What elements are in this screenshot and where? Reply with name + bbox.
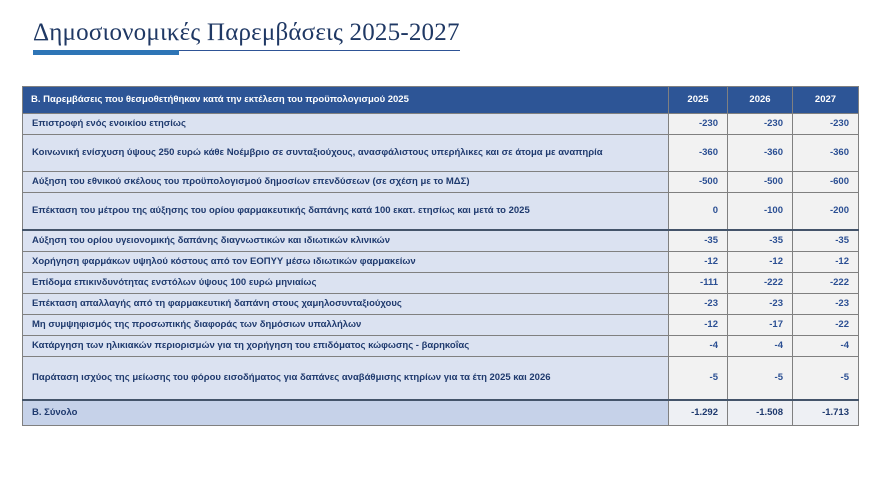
row-value-2027: -5 xyxy=(793,357,859,401)
table-row xyxy=(23,357,859,401)
column-header-2026: 2026 xyxy=(728,87,793,114)
total-value-2026: -1.508 xyxy=(728,400,793,426)
table-row xyxy=(23,294,859,315)
row-value-2027: -600 xyxy=(793,172,859,193)
page-title: Δημοσιονομικές Παρεμβάσεις 2025-2027 xyxy=(33,18,460,51)
row-value-2026: -35 xyxy=(728,230,793,252)
row-value-2026: -500 xyxy=(728,172,793,193)
row-value-2025: -230 xyxy=(669,114,728,135)
row-label: Επέκταση απαλλαγής από τη φαρμακευτική δαπάνη στους χαμηλοσυνταξιούχους xyxy=(23,294,669,315)
fiscal-interventions-table xyxy=(22,86,859,426)
row-value-2026: -230 xyxy=(728,114,793,135)
column-header-2025: 2025 xyxy=(669,87,728,114)
total-value-2025: -1.292 xyxy=(669,400,728,426)
row-value-2025: -360 xyxy=(669,135,728,172)
table-header-row xyxy=(23,87,859,114)
row-label: Επέκταση του μέτρου της αύξησης του ορίου φαρμακευτικής δαπάνης κατά 100 εκατ. ετησίως και μετά το 2025 xyxy=(23,193,669,231)
row-value-2025: -5 xyxy=(669,357,728,401)
table-row xyxy=(23,252,859,273)
row-value-2026: -17 xyxy=(728,315,793,336)
table-row xyxy=(23,336,859,357)
row-value-2025: -4 xyxy=(669,336,728,357)
row-value-2025: 0 xyxy=(669,193,728,231)
row-label: Επίδομα επικινδυνότητας ενστόλων ύψους 100 ευρώ μηνιαίως xyxy=(23,273,669,294)
row-value-2027: -12 xyxy=(793,252,859,273)
row-label: Παράταση ισχύος της μείωσης του φόρου εισοδήματος για δαπάνες αναβάθμισης κτηρίων για τα έτη 2025 και 2026 xyxy=(23,357,669,401)
row-value-2026: -5 xyxy=(728,357,793,401)
row-value-2026: -222 xyxy=(728,273,793,294)
row-value-2026: -12 xyxy=(728,252,793,273)
row-label: Αύξηση του εθνικού σκέλους του προϋπολογισμού δημοσίων επενδύσεων (σε σχέση με το ΜΔΣ) xyxy=(23,172,669,193)
fiscal-interventions-table-wrapper xyxy=(22,86,858,426)
row-value-2027: -222 xyxy=(793,273,859,294)
row-label: Μη συμψηφισμός της προσωπικής διαφοράς των δημόσιων υπαλλήλων xyxy=(23,315,669,336)
row-label: Επιστροφή ενός ενοικίου ετησίως xyxy=(23,114,669,135)
total-label: Β. Σύνολο xyxy=(23,400,669,426)
row-value-2025: -35 xyxy=(669,230,728,252)
row-value-2025: -500 xyxy=(669,172,728,193)
row-value-2025: -12 xyxy=(669,252,728,273)
row-label: Αύξηση του ορίου υγειονομικής δαπάνης διαγνωστικών και ιδιωτικών κλινικών xyxy=(23,230,669,252)
row-value-2026: -360 xyxy=(728,135,793,172)
row-value-2027: -35 xyxy=(793,230,859,252)
row-value-2027: -22 xyxy=(793,315,859,336)
row-value-2026: -100 xyxy=(728,193,793,231)
row-value-2027: -23 xyxy=(793,294,859,315)
table-row xyxy=(23,273,859,294)
column-header-2027: 2027 xyxy=(793,87,859,114)
row-value-2025: -12 xyxy=(669,315,728,336)
table-total-row xyxy=(23,400,859,426)
table-row xyxy=(23,230,859,252)
row-label: Χορήγηση φαρμάκων υψηλού κόστους από τον ΕΟΠΥΥ μέσω ιδιωτικών φαρμακείων xyxy=(23,252,669,273)
title-block xyxy=(33,18,460,51)
row-label: Κοινωνική ενίσχυση ύψους 250 ευρώ κάθε Νοέμβριο σε συνταξιούχους, ανασφάλιστους υπερήλικες και σε άτομα με αναπηρία xyxy=(23,135,669,172)
row-value-2025: -23 xyxy=(669,294,728,315)
row-value-2027: -4 xyxy=(793,336,859,357)
row-value-2026: -23 xyxy=(728,294,793,315)
total-value-2027: -1.713 xyxy=(793,400,859,426)
title-accent-rule xyxy=(33,50,179,55)
table-row xyxy=(23,172,859,193)
table-body xyxy=(23,114,859,426)
row-value-2026: -4 xyxy=(728,336,793,357)
row-value-2025: -111 xyxy=(669,273,728,294)
table-row xyxy=(23,193,859,231)
table-head xyxy=(23,87,859,114)
row-value-2027: -200 xyxy=(793,193,859,231)
row-value-2027: -230 xyxy=(793,114,859,135)
table-row xyxy=(23,135,859,172)
column-header-measure: Β. Παρεμβάσεις που θεσμοθετήθηκαν κατά την εκτέλεση του προϋπολογισμού 2025 xyxy=(23,87,669,114)
row-value-2027: -360 xyxy=(793,135,859,172)
table-row xyxy=(23,114,859,135)
table-row xyxy=(23,315,859,336)
row-label: Κατάργηση των ηλικιακών περιορισμών για τη χορήγηση του επιδόματος κώφωσης - βαρηκοΐας xyxy=(23,336,669,357)
